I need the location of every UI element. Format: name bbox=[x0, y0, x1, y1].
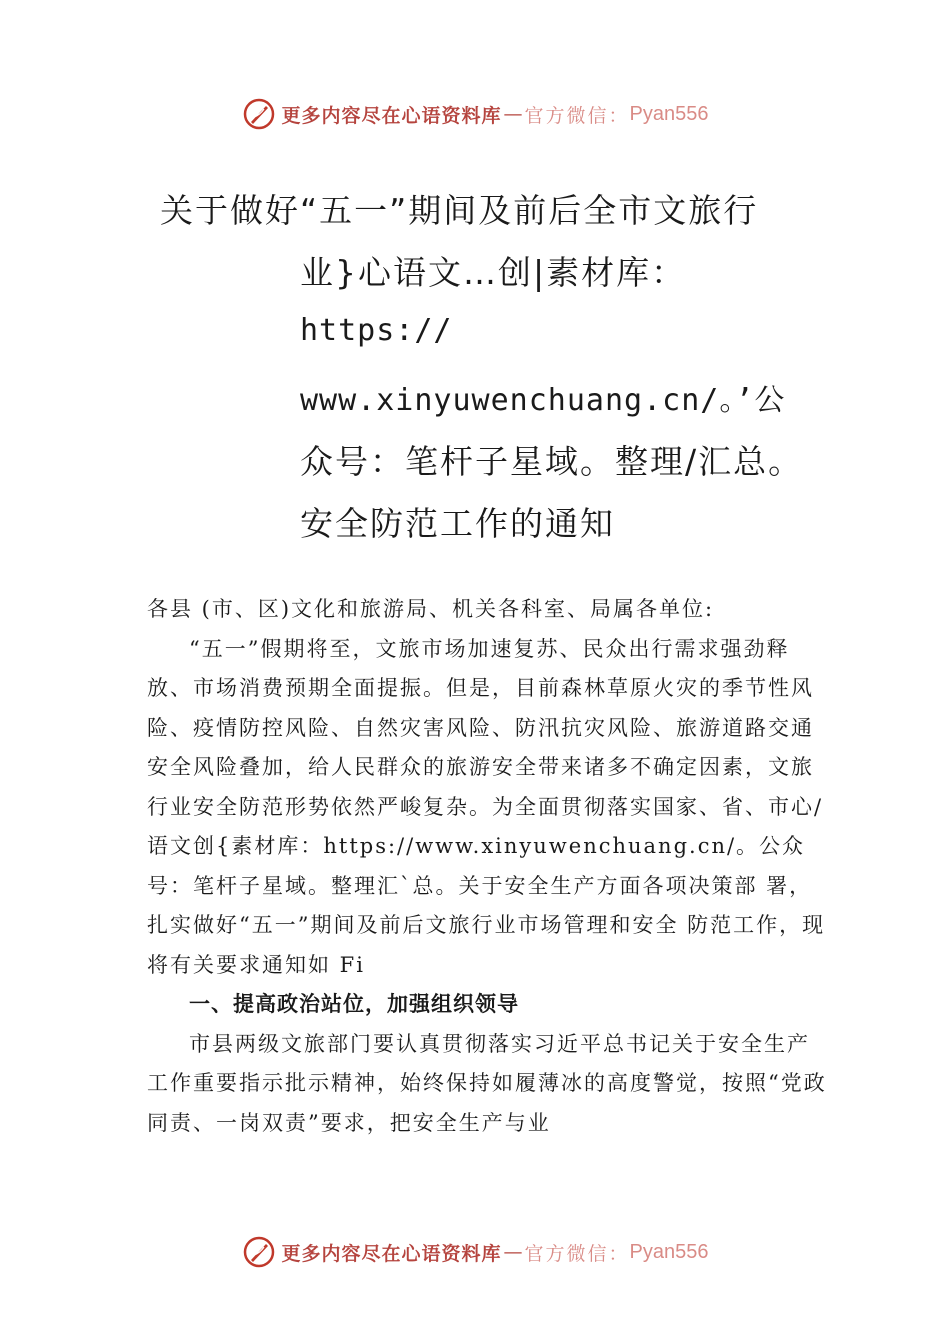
title-line-1: 关于做好“五一”期间及前后全市文旅行 bbox=[160, 191, 759, 230]
section-heading-1: 一、提高政治站位，加强组织领导 bbox=[189, 992, 519, 1016]
banner-dash: — bbox=[503, 103, 523, 125]
quill-logo-icon bbox=[242, 1235, 276, 1269]
banner-brand: 更多内容尽在心语资料库 bbox=[281, 1242, 502, 1265]
title-line-6: 安全防范工作的通知 bbox=[300, 504, 615, 543]
banner-brand: 更多内容尽在心语资料库 bbox=[281, 104, 502, 127]
paragraph-2: 市县两级文旅部门要认真贯彻落实习近平总书记关于安全生产工作重要指示批示精神，始终保持如履薄冰的高度警觉，按照“党政同责、一岗双责”要求，把安全生产与业 bbox=[147, 1031, 827, 1135]
title-line-5: 众号：笔杆子星域。整理/汇总。 bbox=[300, 442, 804, 481]
banner-wechat-id: Pyan556 bbox=[629, 102, 709, 125]
title-line-4: www.xinyuwenchuang.cn/。’公 bbox=[300, 383, 786, 418]
banner-wechat-id: Pyan556 bbox=[629, 1240, 709, 1263]
title-line-2: 业}心语文…创|素材库： bbox=[300, 253, 687, 292]
footer-banner bbox=[0, 1232, 950, 1272]
banner-dash: — bbox=[503, 1241, 523, 1263]
banner-wechat-label: 官方微信： bbox=[524, 104, 630, 127]
quill-logo-icon bbox=[242, 97, 276, 131]
header-banner bbox=[0, 94, 950, 134]
banner-wechat-label: 官方微信： bbox=[524, 1242, 630, 1265]
document-body bbox=[147, 590, 827, 1143]
title-line-3: https:// bbox=[300, 313, 453, 348]
salutation: 各县 (市、区)文化和旅游局、机关各科室、局属各单位: bbox=[147, 597, 715, 621]
paragraph-1: “五一”假期将至，文旅市场加速复苏、民众出行需求强劲释放、市场消费预期全面提振。但是，目前森林草原火灾的季节性风险、疫情防控风险、自然灾害风险、防汛抗灾风险、旅游道路交通安全风险叠加，给人民群众的旅游安全带来诸多不确定因素，文旅行业安全防范形势依然严峻复杂。为全面贯彻落实国家、省、市心/语文创{素材库：https://www.xinyuwenchuang.cn/。公众号：笔杆子星域。整理汇`总。关于安全生产方面各项决策部 署，扎实做好“五一”期间及前后文旅行业市场管理和安全 防范工作，现将有关要求通知如 Fi bbox=[147, 636, 826, 977]
